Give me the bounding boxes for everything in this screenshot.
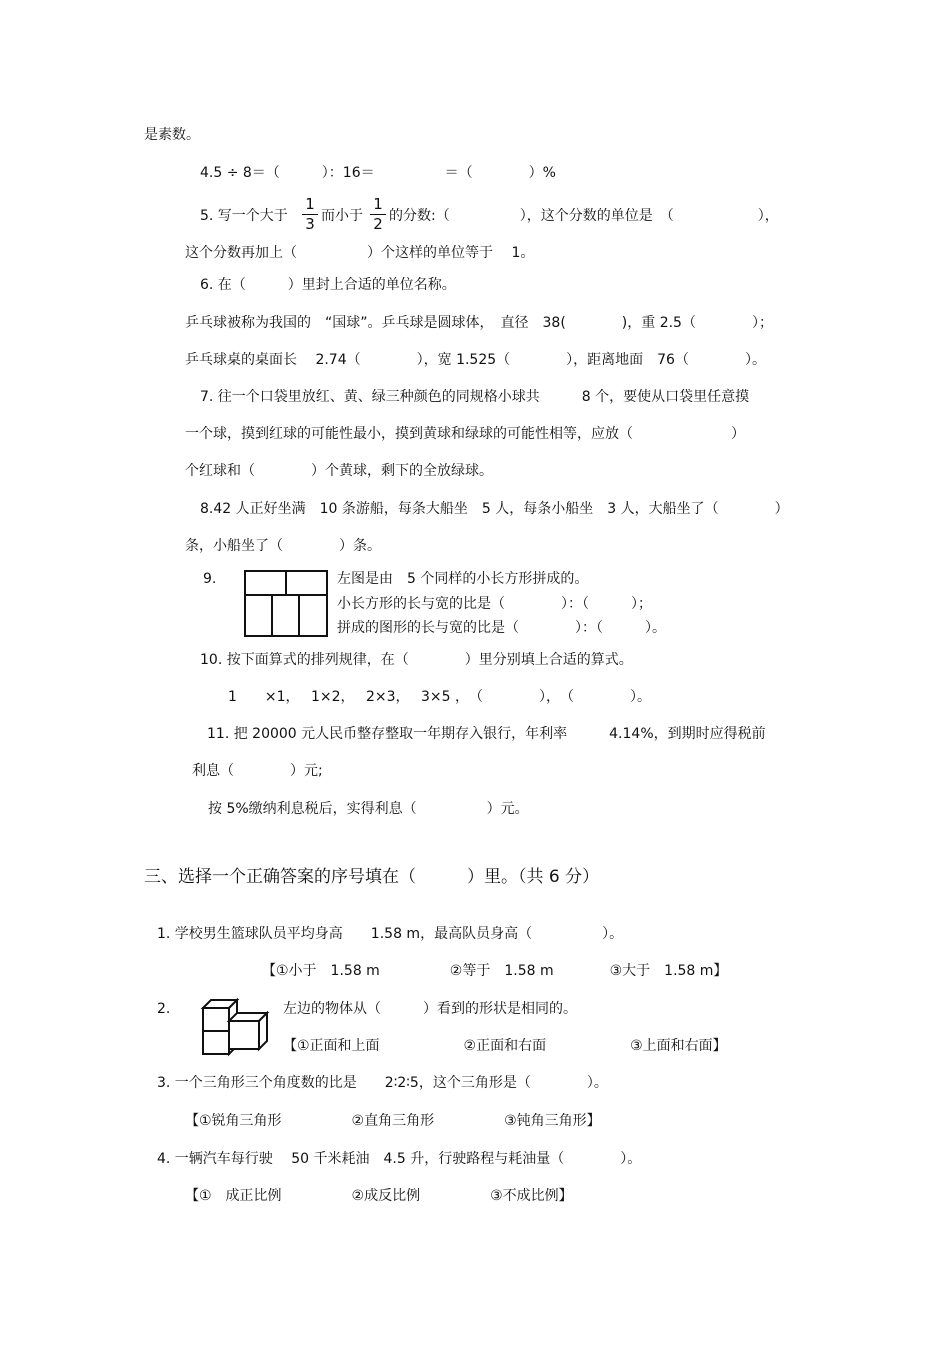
fraction-one-third — [302, 196, 318, 233]
cube-front-lower — [203, 1031, 229, 1054]
question-7-line: 7. 往一个口袋里放红、黄、绿三种颜色的同规格小球共 8 个，要使从口袋里任意摸 — [200, 389, 750, 405]
small-rectangle — [244, 594, 273, 637]
choice-question-2-number: 2. — [157, 1001, 171, 1017]
fraction-denominator: 2 — [373, 215, 383, 234]
question-11-line-2: 利息（ ）元; — [192, 763, 323, 779]
choice-question-1-options: 【①小于 1.58 m ②等于 1.58 m ③大于 1.58 m】 — [262, 963, 728, 979]
question-4-line: 4.5 ÷ 8＝（ ）：16＝ ＝（ ）% — [200, 165, 556, 181]
cubes-figure — [200, 996, 272, 1058]
fraction-one-half — [370, 196, 386, 233]
small-rectangle — [271, 594, 300, 637]
question-11-line: 11. 把 20000 元人民币整存整取一年期存入银行，年利率 4.14%，到期时应得税前 — [207, 726, 766, 742]
question-5-text-end: 的分数:（ ），这个分数的单位是 （ ）， — [389, 208, 779, 224]
question-7-line-3: 个红球和（ ）个黄球，剩下的全放绿球。 — [185, 463, 493, 479]
cube-front-upper — [203, 1008, 229, 1031]
question-8-line-2: 条，小船坐了（ ）条。 — [185, 538, 381, 554]
section-3-heading: 三、选择一个正确答案的序号填在（ ）里。（共 6 分） — [144, 867, 600, 887]
choice-question-3: 3. 一个三角形三个角度数的比是 2∶2∶5，这个三角形是（ ）。 — [157, 1075, 608, 1091]
choice-question-4: 4. 一辆汽车每行驶 50 千米耗油 4.5 升，行驶路程与耗油量（ ）。 — [157, 1151, 642, 1167]
question-5-label: 5. 写一个大于 — [200, 208, 288, 224]
question-9-number: 9. — [203, 571, 217, 587]
question-5-text-middle: 而小于 — [321, 208, 363, 224]
question-9-line: 左图是由 5 个同样的小长方形拼成的。 — [337, 571, 589, 587]
question-10-line: 10. 按下面算式的排列规律，在（ ）里分别填上合适的算式。 — [200, 652, 633, 668]
question-10-sequence: 1 ×1， 1×2， 2×3， 3×5 ， （ ）， （ ）。 — [228, 689, 651, 705]
question-9-line-2: 小长方形的长与宽的比是（ ）：（ ）； — [337, 596, 652, 612]
choice-question-2: 左边的物体从（ ）看到的形状是相同的。 — [283, 1001, 577, 1017]
cube-front-right — [229, 1021, 259, 1049]
fraction-numerator: 1 — [305, 195, 315, 213]
question-11-line-3: 按 5%缴纳利息税后，实得利息（ ）元。 — [208, 801, 529, 817]
choice-question-1: 1. 学校男生篮球队员平均身高 1.58 m，最高队员身高（ ）。 — [157, 926, 624, 942]
question-6-line-2: 乒乓球被称为我国的 “国球”。乒乓球是圆球体， 直径 38( )，重 2.5（ ）； — [185, 315, 773, 331]
question-8-line: 8.42 人正好坐满 10 条游船，每条大船坐 5 人，每条小船坐 3 人，大船坐了（ ） — [200, 501, 789, 517]
choice-question-2-options: 【①正面和上面 ②正面和右面 ③上面和右面】 — [283, 1038, 727, 1054]
question-6-line-3: 乒乓球桌的桌面长 2.74（ ），宽 1.525（ ），距离地面 76（ ）。 — [185, 352, 766, 368]
question-9-line-3: 拼成的图形的长与宽的比是（ ）：（ ）。 — [337, 620, 666, 636]
text-line-prime: 是素数。 — [144, 127, 200, 143]
question-7-line-2: 一个球，摸到红球的可能性最小，摸到黄球和绿球的可能性相等，应放（ ） — [185, 426, 745, 442]
cube-side-face — [259, 1013, 267, 1049]
fraction-numerator: 1 — [373, 195, 383, 213]
fraction-denominator: 3 — [305, 215, 315, 234]
small-rectangle — [298, 594, 328, 637]
question-6-line: 6. 在（ ）里封上合适的单位名称。 — [200, 277, 456, 293]
choice-question-4-options: 【① 成正比例 ②成反比例 ③不成比例】 — [185, 1188, 573, 1204]
question-5-line-2: 这个分数再加上（ ）个这样的单位等于 1。 — [185, 245, 535, 261]
choice-question-3-options: 【①锐角三角形 ②直角三角形 ③钝角三角形】 — [185, 1113, 601, 1129]
small-rectangle — [285, 570, 328, 596]
small-rectangle — [244, 570, 287, 596]
